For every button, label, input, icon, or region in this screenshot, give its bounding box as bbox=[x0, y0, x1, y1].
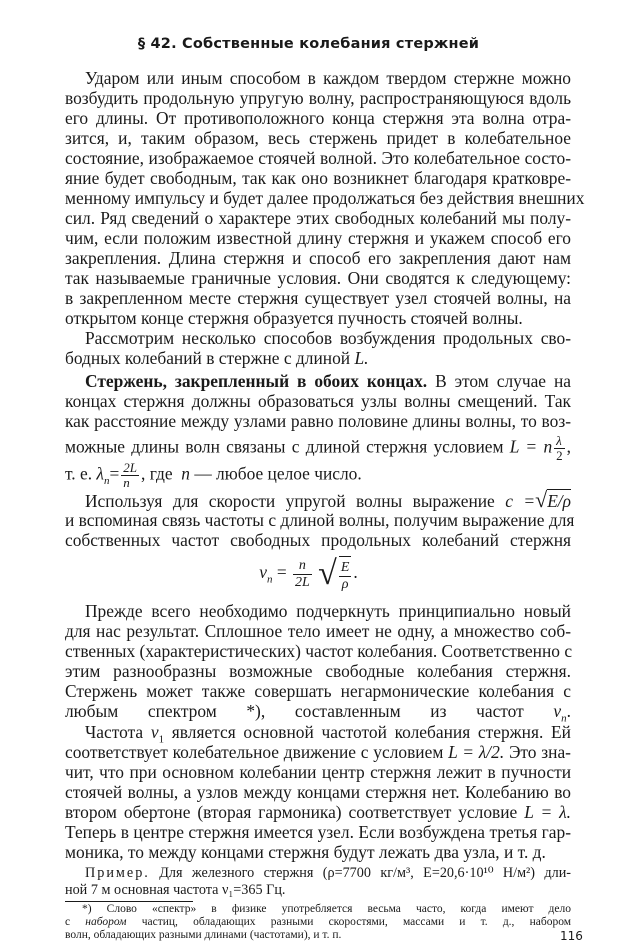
text-line: яние будет свободным, так как оно возникнет благодаря кратковре- bbox=[65, 168, 571, 188]
text-line: сил. Ряд сведений о характере этих свободных колебаний мы полу- bbox=[65, 208, 571, 228]
text-line: соответствует колебательное движение с условием L = λ/2. Это зна- bbox=[65, 742, 571, 762]
text-line: Рассмотрим несколько способов возбуждения продольных сво- bbox=[85, 328, 571, 348]
fraction: $\frac{n}{2L}$ bbox=[295, 557, 310, 590]
text-line: как расстояние между узлами равно половине длины волны, то воз- bbox=[65, 411, 571, 431]
text-line: так называемые граничные условия. Они сводятся к следующему: bbox=[65, 268, 571, 288]
text-line: стоячей волны, а узлов между концами стержня нет. Колебанию во bbox=[65, 782, 571, 802]
page-number: 116 bbox=[560, 929, 583, 943]
text-line: чим, если положим известной длину стержня и укажем способ его bbox=[65, 228, 571, 248]
text-line: Стержень, закрепленный в обоих концах. В этом случае на bbox=[85, 371, 571, 391]
text-line: зится, и, таким образом, весь стержень придет в колебательное bbox=[65, 128, 571, 148]
bold-subheading: Стержень, закрепленный в обоих концах. bbox=[85, 371, 428, 391]
text-line: закрепления. Длина стержня и способ его закрепления дают нам bbox=[65, 248, 571, 268]
example-line: Пример. Для железного стержня (ρ=7700 кг/м³, E=20,6·10¹⁰ Н/м²) дли- bbox=[85, 865, 572, 881]
footnote-line: с набором частиц, обладающих разными скоростями, массами и т. д., набором bbox=[65, 916, 572, 928]
text-line: т. е. $\lambda_n=$ $\frac{2L}{n}$ , где n — любое целое число. bbox=[65, 460, 362, 490]
frequency-formula: $\nu_n$ = $\frac{n}{2L}$ √ $\frac{E}{\rho}$ . bbox=[259, 555, 358, 592]
text-line: менному импульсу и будет далее продолжаться без действия внешних bbox=[65, 188, 585, 208]
text-line: можные длины волн связаны с длиной стержня условием L = n $\frac{\lambda}{2}$ , bbox=[65, 433, 571, 463]
text-line: втором обертоне (вторая гармоника) соответствует условие L = λ. bbox=[65, 802, 571, 822]
text-line: моника, то между концами стержня будут лежать два узла, и т. д. bbox=[65, 842, 546, 862]
text-line: Ударом или иным способом в каждом твердом стержне можно bbox=[85, 68, 571, 88]
text-line: открытом конце стержня образуется пучность стоячей волны. bbox=[65, 308, 523, 328]
text-line: возбудить продольную упругую волну, распространяющуюся вдоль bbox=[65, 88, 571, 108]
footnote-rule bbox=[65, 901, 193, 902]
text-line: бодных колебаний в стержне с длиной L. bbox=[65, 348, 369, 368]
text-line: Прежде всего необходимо подчеркнуть принципиально новый bbox=[85, 601, 571, 621]
text-line: и вспоминая связь частоты с длиной волны, получим выражение для bbox=[65, 510, 575, 530]
text-line: этим разнообразны возможные свободные колебания стержня. bbox=[65, 661, 571, 681]
text-line: чит, что при основном колебании центр стержня лежит в пучности bbox=[65, 762, 571, 782]
fraction: $\frac{\lambda}{2}$ bbox=[556, 433, 563, 463]
text-line: его длины. От противоположного конца стержня эта волна отра- bbox=[65, 108, 571, 128]
footnote-line: волн, обладающих разными длинами (частотами), и т. п. bbox=[65, 929, 342, 941]
text-line: Теперь в центре стержня имеется узел. Если возбуждена третья гар- bbox=[65, 822, 571, 842]
text-line: любым спектром *), составленным из частот $\nu_n$. bbox=[65, 701, 571, 725]
text-line: состояние, изображаемое стоячей волной. Это колебательное состо- bbox=[65, 148, 571, 168]
text-line: Частота $\nu_1$ является основной частотой колебания стержня. Ей bbox=[85, 722, 571, 746]
fraction: $\frac{2L}{n}$ bbox=[123, 460, 138, 490]
text-line: Стержень может также совершать негармонические колебания с bbox=[65, 681, 571, 701]
text-line: для нас результат. Сплошное тело имеет не одну, а множество соб- bbox=[65, 621, 571, 641]
fraction: $\frac{E}{\rho}$ bbox=[339, 556, 352, 593]
text-line: ственных (характеристических) частот колебания. Соответственно с bbox=[65, 641, 573, 661]
text-line: собственных частот свободных продольных колебаний стержня bbox=[65, 530, 571, 550]
text-line: концах стержня должны образоваться узлы волны смещений. Так bbox=[65, 391, 571, 411]
text-line: в закрепленном месте стержня существует узел стоячей волны, на bbox=[65, 288, 571, 308]
section-heading: § 42. Собственные колебания стержней bbox=[137, 36, 480, 52]
example-line: ной 7 м основная частота ν₁=365 Гц. bbox=[65, 882, 286, 898]
footnote-line: *) Слово «спектр» в физике употребляется весьма часто, когда имеют дело bbox=[82, 903, 571, 915]
text-line: Используя для скорости упругой волны выражение c =√E/ρ bbox=[85, 487, 571, 512]
